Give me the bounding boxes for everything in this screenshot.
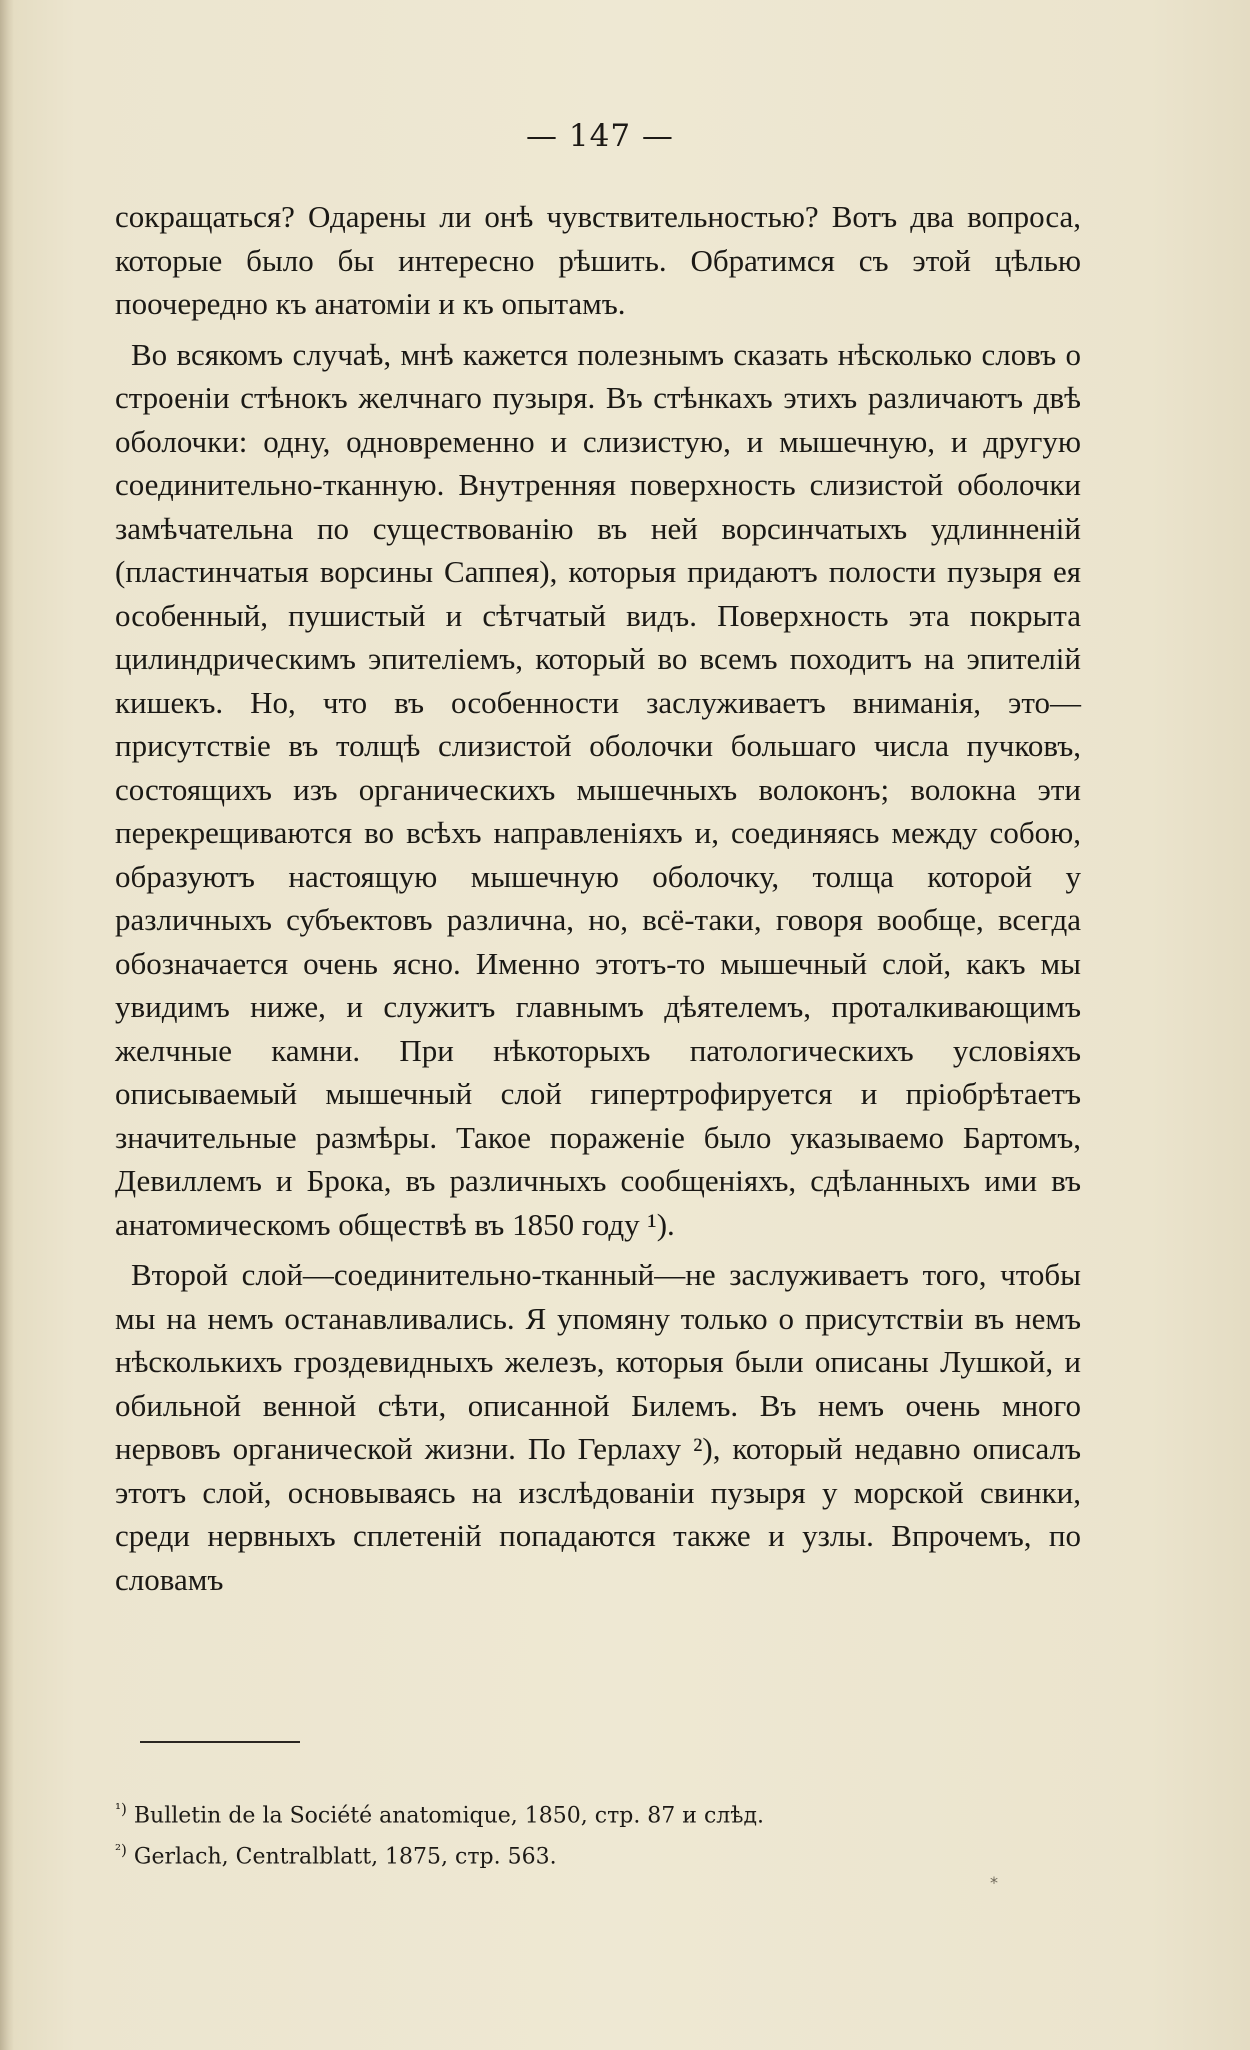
footnote-marker: ¹) [115,1800,127,1818]
footnote-2 [115,1833,1081,1874]
footnote-divider [140,1741,300,1743]
paragraph-3: Второй слой—соединительно-тканный—не заслуживаетъ того, чтобы мы на немъ останавливались. Я упомяну только о присутствіи въ немъ нѣсколькихъ гроздевидныхъ железъ, которыя были описаны Лушкой, и обильной венной сѣти, описанной Билемъ. Въ немъ очень много нервовъ органической жизни. По Герлаху ²), который недавно описалъ этотъ слой, основываясь на изслѣдованіи пузыря у морской свинки, среди нервныхъ сплетеній попадаются также и узлы. Впрочемъ, по словамъ [115,1257,1081,1597]
footnote-marker: ²) [115,1841,127,1860]
page-gutter-shadow [0,0,14,2050]
main-text [115,195,1081,1608]
footnote-text: Bulletin de la Société anatomique, 1850, стр. 87 и слѣд. [133,1803,765,1829]
page-number: — 147 — [526,118,674,154]
paragraph-2: Во всякомъ случаѣ, мнѣ кажется полезнымъ сказать нѣсколько словъ о строеніи стѣнокъ желчнаго пузыря. Въ стѣнкахъ этихъ различаютъ двѣ оболочки: одну, одновременно и слизистую, и мышечную, и другую соединительно-тканную. Внутренняя поверхность слизистой оболочки замѣчательна по существованію въ ней ворсинчатыхъ удлинненій (пластинчатыя ворсины Саппея), которыя придаютъ полости пузыря ея особенный, пушистый и сѣтчатый видъ. Поверхность эта покрыта цилиндрическимъ эпителіемъ, который во всемъ походитъ на эпителій кишекъ. Но, что въ особенности заслуживаетъ вниманія, это—присутствіе въ толщѣ слизистой оболочки большаго числа пучковъ, состоящихъ изъ органическихъ мышечныхъ волоконъ; волокна эти перекрещиваются во всѣхъ направленіяхъ и, соединяясь между собою, образуютъ настоящую мышечную оболочку, толща которой у различныхъ субъектовъ различна, но, всё-таки, говоря вообще, всегда обозначается очень ясно. Именно этотъ-то мышечный слой, какъ мы увидимъ ниже, и служитъ главнымъ дѣятелемъ, проталкивающимъ желчные камни. При нѣкоторыхъ патологическихъ условіяхъ описываемый мышечный слой гипертрофируется и пріобрѣтаетъ значительные размѣры. Такое пораженіе было указываемо Бартомъ, Девиллемъ и Брока, въ различныхъ сообщеніяхъ, сдѣланныхъ ими въ анатомическомъ обществѣ въ 1850 году ¹). [115,336,1081,1242]
footnote-1 [115,1792,1081,1833]
stray-mark: * [990,1873,998,1892]
footnotes [115,1792,1081,1875]
footnote-text: Gerlach, Centralblatt, 1875, стр. 563. [133,1844,557,1870]
paragraph-1: сокращаться? Одарены ли онѣ чувствительностью? Вотъ два вопроса, которые было бы интересно рѣшить. Обратимся съ этой цѣлью поочередно къ анатоміи и къ опытамъ. [115,199,1081,321]
